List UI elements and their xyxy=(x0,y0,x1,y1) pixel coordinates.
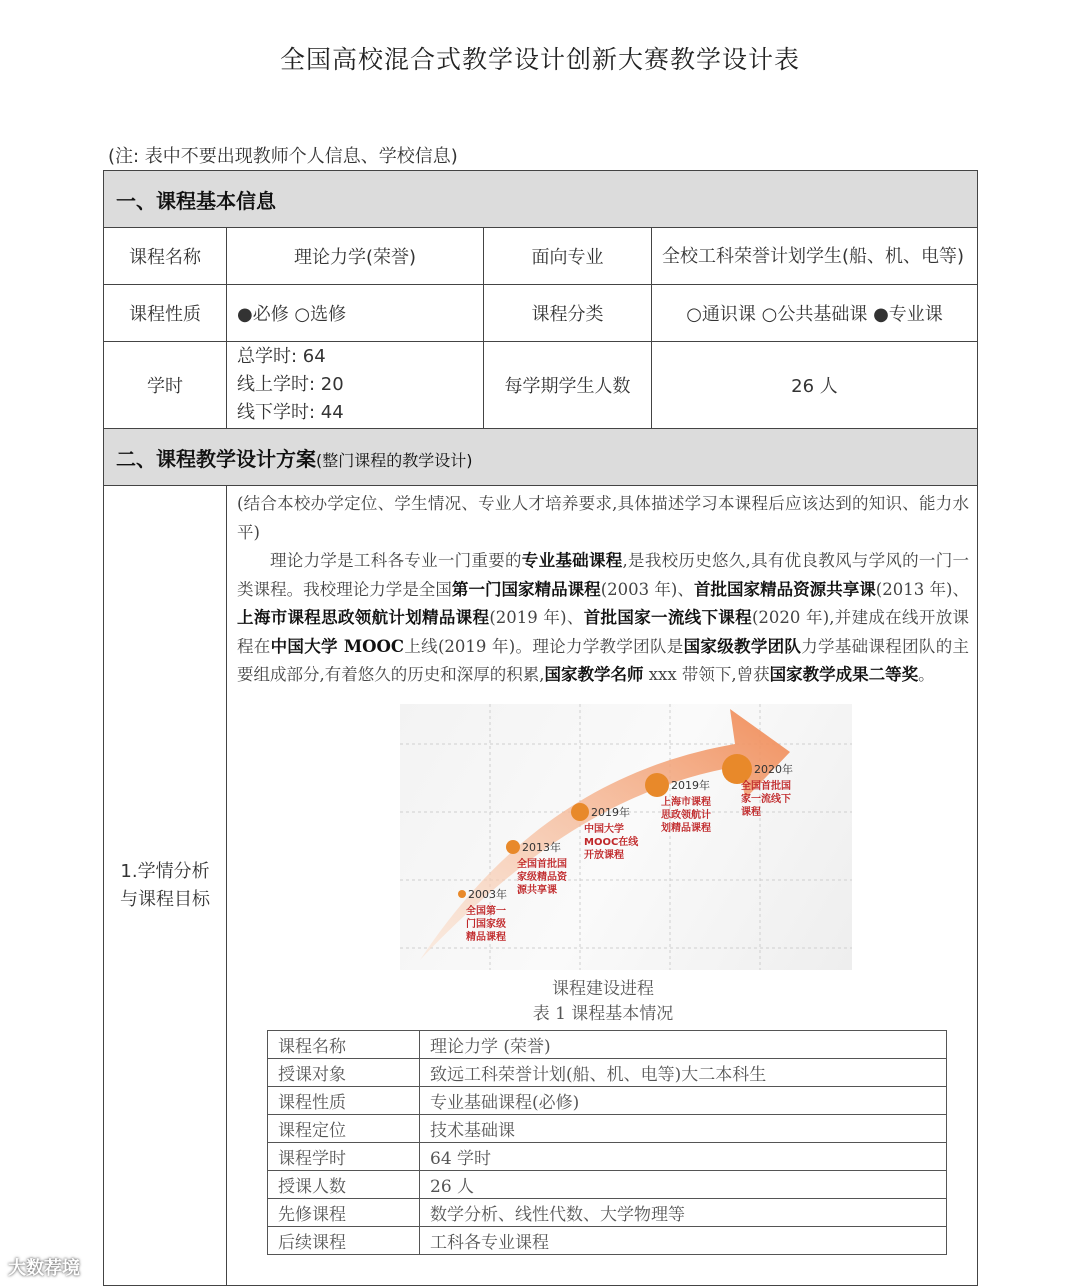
row-value: 技术基础课 xyxy=(420,1114,947,1142)
milestone-label: 全国第一 xyxy=(466,905,506,917)
milestone-dot xyxy=(458,890,466,898)
analysis-intro: (结合本校办学定位、学生情况、专业人才培养要求,具体描述学习本课程后应该达到的知识、能力水平) xyxy=(237,494,969,542)
course-name-value: 理论力学(荣誉) xyxy=(227,228,484,285)
hours-value xyxy=(227,342,484,429)
row-value: 专业基础课程(必修) xyxy=(420,1086,947,1114)
milestone-label: 上海市课程 xyxy=(661,796,711,808)
hours-label: 学时 xyxy=(104,342,227,429)
milestone-label: 课程 xyxy=(741,806,761,818)
online-hours: 线上学时: 20 xyxy=(237,374,344,395)
row-label: 后续课程 xyxy=(268,1226,420,1254)
milestone-label: 源共享课 xyxy=(517,884,557,896)
course-progress-figure xyxy=(400,704,852,970)
major-label: 面向专业 xyxy=(484,228,652,285)
milestone-dot xyxy=(571,803,589,821)
table-row xyxy=(268,1226,947,1254)
analysis-paragraph: 理论力学是工科各专业一门重要的专业基础课程,是我校历史悠久,具有优良教风与学风的一门一类课程。我校理论力学是全国第一门国家精品课程(2003 年)、首批国家精品资源共享课(2013 年)、上海市课程思政领航计划精品课程(2019 年)、首批国家一流线下课程(2020 年),并建成在线开放课程在中国大学 MOOC上线(2019 年)。理论力学教学团队是国家级教学团队力学基础课程团队的主要组成部分,有着悠久的历史和深厚的积累,国家教学名师 xxx 带领下,曾获国家教学成果二等奖。 xyxy=(237,551,970,684)
course-nature-label: 课程性质 xyxy=(104,285,227,342)
table-row xyxy=(268,1114,947,1142)
milestone-year: 2003年 xyxy=(468,887,507,901)
table-caption: 表 1 课程基本情况 xyxy=(532,1003,674,1024)
milestone-year: 2020年 xyxy=(754,762,793,776)
milestone-year: 2013年 xyxy=(522,840,561,854)
section-2-title: 二、课程教学设计方案 xyxy=(116,446,316,471)
students-value: 26 人 xyxy=(652,342,978,429)
page-title: 全国高校混合式教学设计创新大赛教学设计表 xyxy=(279,45,800,74)
table-row xyxy=(268,1170,947,1198)
milestone-dot xyxy=(506,840,520,854)
section-2-subtitle: (整门课程的教学设计) xyxy=(316,450,473,470)
analysis-label: 1.学情分析与课程目标 xyxy=(120,860,210,910)
milestone-dot xyxy=(645,773,669,797)
milestone-label: 精品课程 xyxy=(466,931,506,943)
row-label: 课程名称 xyxy=(268,1030,420,1058)
milestone-label: MOOC在线 xyxy=(584,836,639,848)
course-category-label: 课程分类 xyxy=(484,285,652,342)
section-2-heading xyxy=(104,429,978,486)
row-label: 课程学时 xyxy=(268,1142,420,1170)
row-label: 授课人数 xyxy=(268,1170,420,1198)
table-row xyxy=(268,1198,947,1226)
milestone-label: 中国大学 xyxy=(584,823,624,835)
design-table xyxy=(103,170,978,1286)
major-value: 全校工科荣誉计划学生(船、机、电等) xyxy=(652,228,978,285)
milestone-year: 2019年 xyxy=(591,805,630,819)
row-label: 授课对象 xyxy=(268,1058,420,1086)
row-label: 先修课程 xyxy=(268,1198,420,1226)
basic-info-table xyxy=(267,1030,947,1255)
row-value: 致远工科荣誉计划(船、机、电等)大二本科生 xyxy=(420,1058,947,1086)
row-label: 课程定位 xyxy=(268,1114,420,1142)
students-label: 每学期学生人数 xyxy=(484,342,652,429)
milestone-dot xyxy=(722,754,752,784)
milestone-label: 门国家级 xyxy=(466,918,506,930)
milestone-label: 开放课程 xyxy=(584,849,624,861)
figure-caption: 课程建设进程 xyxy=(552,978,654,999)
row-value: 理论力学 (荣誉) xyxy=(420,1030,947,1058)
offline-hours: 线下学时: 44 xyxy=(237,402,344,423)
milestone-label: 全国首批国 xyxy=(517,858,567,870)
table-row xyxy=(268,1030,947,1058)
table-row xyxy=(268,1058,947,1086)
row-label: 课程性质 xyxy=(268,1086,420,1114)
row-value: 工科各专业课程 xyxy=(420,1226,947,1254)
milestone-year: 2019年 xyxy=(671,778,710,792)
row-value: 64 学时 xyxy=(420,1142,947,1170)
milestone-label: 思政领航计 xyxy=(661,809,711,821)
total-hours: 总学时: 64 xyxy=(237,346,326,367)
course-category-value: ○通识课 ○公共基础课 ●专业课 xyxy=(652,285,978,342)
milestone-label: 家一流线下 xyxy=(741,793,791,805)
section-1-heading: 一、课程基本信息 xyxy=(104,171,978,228)
milestone-label: 划精品课程 xyxy=(661,822,711,834)
milestone-label: 家级精品资 xyxy=(517,871,567,883)
analysis-label-cell xyxy=(104,486,227,1286)
note-text: (注: 表中不要出现教师个人信息、学校信息) xyxy=(108,146,458,167)
row-value: 数学分析、线性代数、大学物理等 xyxy=(420,1198,947,1226)
progress-arrow-graphic xyxy=(400,704,852,970)
row-value: 26 人 xyxy=(420,1170,947,1198)
analysis-content xyxy=(227,486,978,1286)
course-nature-value: ●必修 ○选修 xyxy=(227,285,484,342)
table-row xyxy=(268,1086,947,1114)
milestone-label: 全国首批国 xyxy=(741,780,791,792)
course-name-label: 课程名称 xyxy=(104,228,227,285)
table-row xyxy=(268,1142,947,1170)
watermark-text: 大数荐境 xyxy=(8,1258,80,1279)
